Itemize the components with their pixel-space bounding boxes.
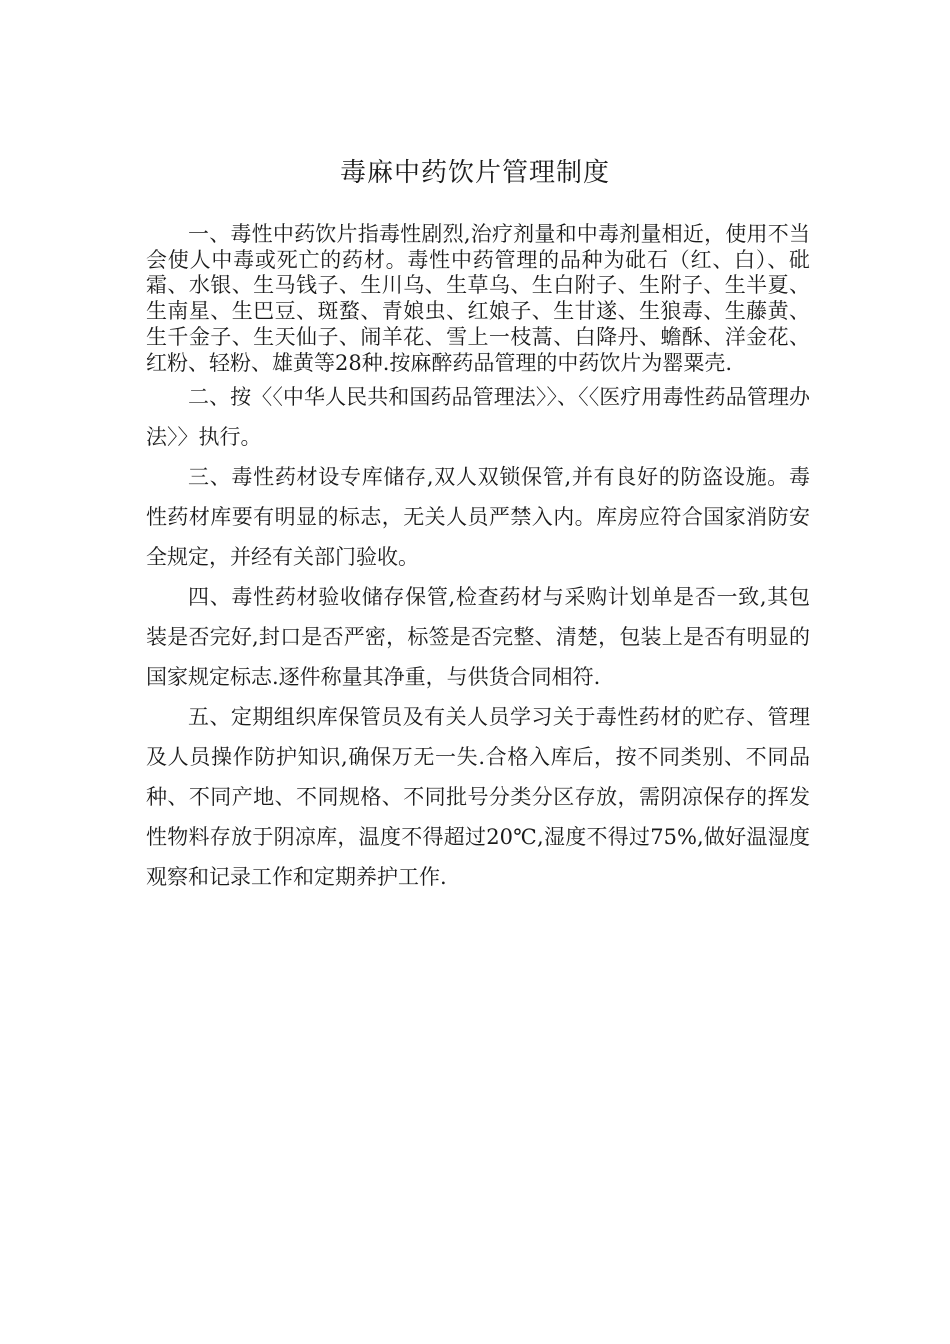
document-title: 毒麻中药饮片管理制度 [339, 158, 610, 188]
paragraph-4: 四、毒性药材验收储存保管,检查药材与采购计划单是否一致,其包装是否完好,封口是否严密，标签是否完整、清楚，包装上是否有明显的国家规定标志.逐件称量其净重，与供货合同相符. [146, 585, 810, 690]
paragraph-3: 三、毒性药材设专库储存,双人双锁保管,并有良好的防盗设施。毒性药材库要有明显的标志，无关人员严禁入内。库房应符合国家消防安全规定，并经有关部门验收。 [146, 465, 810, 570]
paragraph-5: 五、定期组织库保管员及有关人员学习关于毒性药材的贮存、管理及人员操作防护知识,确保万无一失.合格入库后，按不同类别、不同品种、不同产地、不同规格、不同批号分类分区存放，需阴凉保存的挥发性物料存放于阴凉库，温度不得超过20℃,湿度不得过75%,做好温湿度观察和记录工作和定期养护工作. [146, 705, 810, 890]
document-body [146, 222, 810, 897]
paragraph-2: 二、按〈〈中华人民共和国药品管理法〉〉、〈〈医疗用毒性药品管理办法〉〉执行。 [146, 385, 810, 450]
paragraph-1: 一、毒性中药饮片指毒性剧烈,治疗剂量和中毒剂量相近，使用不当会使人中毒或死亡的药材。毒性中药管理的品种为砒石（红、白）、砒霜、水银、生马钱子、生川乌、生草乌、生白附子、生附子、生半夏、生南星、生巴豆、斑蝥、青娘虫、红娘子、生甘遂、生狼毒、生藤黄、生千金子、生天仙子、闹羊花、雪上一枝蒿、白降丹、蟾酥、洋金花、红粉、轻粉、雄黄等28种.按麻醉药品管理的中药饮片为罂粟壳. [146, 222, 810, 375]
